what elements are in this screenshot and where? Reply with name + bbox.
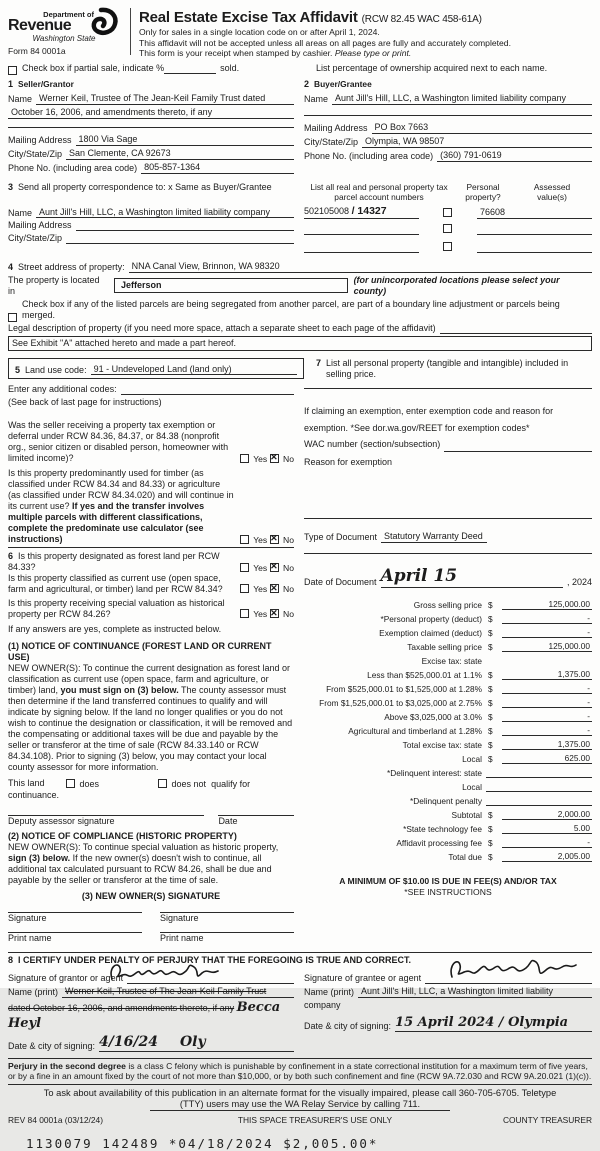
buyer-csz-value: Olympia, WA 98507 — [365, 135, 445, 146]
excise-row-label: *Delinquent penalty — [410, 796, 482, 807]
excise-row-label: Gross selling price — [413, 600, 482, 611]
excise-row-amount: - — [502, 711, 592, 722]
dollar-sign: $ — [488, 642, 493, 653]
buyer-section-number: 2 — [304, 78, 310, 89]
excise-row-blank-field[interactable] — [486, 791, 592, 792]
question-3-answer: Yes ✕ No — [240, 562, 294, 573]
seller-heading: Seller/Grantor — [18, 78, 74, 89]
parcel-number-field-2[interactable] — [304, 234, 419, 235]
grantor-name-line2 — [8, 1000, 294, 1032]
parcel-table — [304, 182, 592, 253]
excise-row-15 — [304, 806, 592, 820]
left-column — [8, 384, 304, 944]
treasurer-stamp: 1130079 142489 *04/18/2024 $2,005.00* — [26, 1135, 379, 1151]
dor-logo-block — [8, 6, 120, 59]
seller-section — [8, 79, 304, 176]
dollar-sign: $ — [488, 754, 493, 765]
excise-row-amount: 5.00 — [502, 823, 592, 834]
instruction-line-3-pre: This form is your receipt when stamped by cashier. — [139, 48, 335, 59]
personal-property-col-header: Personal property? — [465, 181, 501, 202]
exemption-line-1: If claiming an exemption, enter exemption code and reason for — [304, 406, 554, 417]
excise-row-label: *State technology fee — [403, 824, 482, 835]
excise-row-label: Exemption claimed (deduct) — [379, 628, 482, 639]
section7-block — [304, 358, 592, 380]
dollar-sign: $ — [488, 600, 493, 611]
excise-row-2 — [304, 624, 592, 638]
assessed-col-header: Assessed value(s) — [533, 181, 571, 202]
accessibility-note — [8, 1088, 592, 1112]
parcel-number-field-3[interactable] — [304, 252, 419, 253]
dollar-sign: $ — [488, 838, 493, 849]
section7-number: 7 — [316, 357, 322, 368]
excise-row-17 — [304, 834, 592, 848]
excise-row-label: From $1,525,000.01 to $3,025,000 at 2.75% — [319, 698, 482, 709]
if-any-note: If any answers are yes, complete as instructed below. — [8, 623, 222, 634]
buyer-section — [304, 79, 592, 176]
excise-row-6 — [304, 680, 592, 694]
seller-csz-label: City/State/Zip — [8, 148, 63, 159]
wac-number-label: WAC number (section/subsection) — [304, 438, 441, 449]
question-3 — [8, 551, 294, 573]
located-in-label: The property is located in — [8, 274, 100, 296]
excise-table — [304, 596, 592, 862]
seller-mailing-label: Mailing Address — [8, 134, 72, 145]
compliance-body: NEW OWNER(S): To continue special valuation as historic property, sign (3) below. If the new owner(s) doesn't wish to continue, all additional tax calculated pursuant to RCW 84.26, shall be due and payable by the seller or transferor at the time of sale. — [8, 842, 279, 886]
assessed-value-field-3[interactable] — [477, 252, 592, 253]
personal-property-checkbox-1[interactable] — [443, 208, 452, 217]
q2-yes-checkbox[interactable] — [240, 535, 249, 544]
partial-sale-checkbox[interactable] — [8, 66, 17, 75]
assessed-value-field-1[interactable] — [477, 207, 592, 219]
dollar-sign: $ — [488, 824, 493, 835]
accessibility-line-2: (TTY) users may use the WA Relay Service by calling 711. — [150, 1099, 450, 1111]
excise-row-label: Less than $525,000.01 at 1.1% — [367, 670, 482, 681]
partial-sale-left — [8, 63, 304, 74]
assessed-value-1: 76608 — [480, 206, 506, 217]
partial-sale-percent-field[interactable] — [164, 73, 216, 74]
question-4-text: Is this property classified as current use (open space, farm and agricultural, or timber) land per RCW 84.34? — [8, 573, 223, 594]
grantee-name-label: Name (print) — [304, 987, 355, 998]
buyer-csz-field[interactable] — [362, 136, 592, 148]
grantor-name-struck-1: Werner Keil, Trustee of The Jean-Keil Family Trust — [65, 986, 267, 997]
excise-row-amount: - — [502, 697, 592, 708]
grantee-signing-block — [304, 966, 592, 1054]
logo-revenue: Revenue — [8, 17, 72, 35]
accessibility-line-1: To ask about availability of this publication in an alternate format for the visually impaired, please call 360-705-6705. Teletype — [43, 1087, 557, 1098]
section3-number: 3 — [8, 181, 14, 192]
section5-number: 5 — [15, 364, 21, 375]
q5-yes-checkbox[interactable] — [240, 609, 249, 618]
instruction-line-3 — [139, 48, 511, 58]
header-divider — [130, 8, 131, 55]
right-column — [304, 384, 592, 944]
excise-row-amount: 125,000.00 — [502, 599, 592, 610]
q1-yes-checkbox[interactable] — [240, 454, 249, 463]
correspondence-section — [8, 182, 304, 253]
wac-number-field[interactable] — [444, 451, 592, 452]
document-type-label: Type of Document — [304, 532, 378, 543]
seller-mailing-field[interactable] — [76, 134, 294, 146]
seller-name-value-1: Werner Keil, Trustee of The Jean-Keil Family Trust dated — [39, 92, 266, 103]
grantor-date-hand: 4/16/24 — [99, 1033, 158, 1050]
excise-row-5 — [304, 666, 592, 680]
footer-row — [8, 1115, 592, 1125]
q4-yes-checkbox[interactable] — [240, 584, 249, 593]
excise-row-amount: 2,000.00 — [502, 809, 592, 820]
minimum-note: A MINIMUM OF $10.00 IS DUE IN FEE(S) AND/OR TAX — [339, 876, 557, 887]
question-5 — [8, 598, 294, 620]
excise-row-4 — [304, 652, 592, 666]
question-1-text: Was the seller receiving a property tax exemption or deferral under RCW 84.36, 84.37, or 84.38 (nonprofit org., senior citizen or disabled person, homeowner with limited income)? — [8, 420, 229, 464]
correspondence-label: Send all property correspondence to: x Same as Buyer/Grantee — [18, 181, 272, 192]
correspondence-parcel-row — [8, 182, 592, 253]
grantor-name-field[interactable] — [62, 986, 294, 998]
parcel-row-3 — [304, 241, 592, 253]
main-columns — [8, 384, 592, 944]
excise-row-amount: - — [502, 837, 592, 848]
seller-phone-value: 805-857-1364 — [144, 161, 201, 172]
q3-yes-checkbox[interactable] — [240, 563, 249, 572]
excise-row-amount: 1,375.00 — [502, 669, 592, 680]
excise-row-amount: - — [502, 627, 592, 638]
parcel-row-2 — [304, 223, 592, 235]
question-2-bold: If yes and the transfer involves multiple parcels with different classifications, complete the predominate use calculator (see instructions) — [8, 501, 205, 545]
perjury-notice — [8, 1058, 592, 1085]
buyer-name-field[interactable] — [332, 93, 592, 105]
excise-row-label: Agricultural and timberland at 1.28% — [348, 726, 482, 737]
buyer-mailing-label: Mailing Address — [304, 122, 368, 133]
perjury-bold: Perjury in the second degree — [8, 1060, 126, 1071]
instruction-line-3-italic: Please type or print. — [334, 48, 412, 59]
dollar-sign: $ — [488, 614, 493, 625]
parcel-col-header: List all real and personal property tax parcel account numbers — [310, 181, 448, 202]
partial-sale-label: Check box if partial sale, indicate % — [22, 62, 165, 73]
form-title — [139, 9, 511, 27]
excise-row-blank-field[interactable] — [486, 777, 592, 778]
grantee-name-value-1: Aunt Jill's Hill, LLC, a Washington limited liability — [361, 986, 553, 997]
dollar-sign: $ — [488, 740, 493, 751]
street-address-value: NNA Canal View, Brinnon, WA 98320 — [131, 260, 280, 271]
buyer-heading: Buyer/Grantee — [314, 78, 372, 89]
grantor-city-hand: Oly — [179, 1033, 206, 1050]
new-owner-print-label-1: Print name — [8, 933, 52, 944]
excise-row-label: Taxable selling price — [407, 642, 482, 653]
excise-row-13 — [304, 778, 592, 792]
excise-row-label: Local — [462, 754, 482, 765]
q5-no-checkbox[interactable] — [270, 609, 279, 618]
dollar-sign: $ — [488, 698, 493, 709]
document-date-field[interactable] — [381, 566, 563, 588]
parcel-row-1 — [304, 205, 592, 219]
does-label: does — [79, 779, 100, 790]
excise-row-blank-field[interactable] — [486, 805, 592, 806]
partial-sale-row — [8, 63, 592, 74]
question-2-answer: Yes ✕ No — [240, 534, 294, 545]
deputy-assessor-label: Deputy assessor signature — [8, 816, 115, 827]
land-use-label: Land use code: — [25, 364, 87, 375]
grantee-name-field[interactable] — [358, 986, 592, 998]
excise-row-label: *Personal property (deduct) — [380, 614, 482, 625]
buyer-phone-label: Phone No. (including area code) — [304, 150, 434, 161]
ownership-note: List percentage of ownership acquired next to each name. — [316, 62, 548, 73]
correspondence-csz-field[interactable] — [66, 243, 294, 244]
additional-codes-field[interactable] — [121, 394, 294, 395]
excise-row-label: Above $3,025,000 at 3.0% — [384, 712, 482, 723]
dollar-sign: $ — [488, 712, 493, 723]
document-type-field[interactable] — [381, 531, 486, 543]
excise-row-label: Affidavit processing fee — [396, 838, 482, 849]
question-4-answer: Yes ✕ No — [240, 583, 294, 594]
grantee-date-field[interactable] — [395, 1015, 592, 1032]
question-3-text: Is this property designated as forest land per RCW 84.33? — [8, 551, 220, 573]
county-note: (for unincorporated locations please select your county) — [353, 274, 560, 296]
seller-name-label: Name — [8, 93, 33, 104]
section4-number: 4 — [8, 261, 14, 272]
dollar-sign: $ — [488, 852, 493, 863]
question-5-text: Is this property receiving special valuation as historical property per RCW 84.26? — [8, 597, 225, 619]
grantor-signature-field[interactable] — [127, 983, 294, 984]
excise-row-label: Total due — [448, 852, 482, 863]
grantor-signature-label: Signature of grantor or agent — [8, 973, 124, 984]
question-2-text: Is this property predominantly used for timber (as classified under RCW 84.34 and 84.33) or agriculture (as classified under RCW 84.34.020) and will continue in its current use? — [8, 468, 234, 512]
excise-row-amount: - — [502, 613, 592, 624]
grantee-date-hand: 15 April 2024 / Olympia — [395, 1015, 569, 1031]
excise-row-amount: - — [502, 725, 592, 736]
assessed-value-field-2[interactable] — [477, 234, 592, 235]
grantee-name-value-2: company — [304, 1000, 341, 1011]
grantor-date-label: Date & city of signing: — [8, 1040, 96, 1051]
personal-property-checkbox-3[interactable] — [443, 242, 452, 251]
land-use-box — [8, 358, 304, 380]
question-1-answer: Yes ✕ No — [240, 453, 294, 464]
certification-section — [8, 952, 592, 1054]
grantee-signature-label: Signature of grantee or agent — [304, 973, 422, 984]
partial-sale-sold: sold. — [220, 62, 240, 73]
seller-name-value-2: October 16, 2006, and amendments thereto, if any — [11, 106, 213, 117]
footer-rev-number: REV 84 0001a (03/12/24) — [8, 1115, 103, 1126]
correspondence-name-field[interactable] — [36, 207, 294, 219]
seller-phone-field[interactable] — [141, 162, 294, 174]
additional-codes-label: Enter any additional codes: — [8, 384, 117, 395]
exemption-reason-field[interactable] — [304, 518, 592, 519]
exemption-line-2: exemption. *See dor.wa.gov/REET for exemption codes* — [304, 422, 530, 433]
street-address-label: Street address of property: — [18, 261, 125, 272]
perjury-rest: is a class C felony which is punishable by confinement in a state correctional institution for a maximum term of five years, or by a fine in an amount fixed by the court of not more than $10,000, or by both such confinement and fine (RCW 9A.72.030 and RCW 9A.20.021 (1)(c)). — [8, 1060, 592, 1082]
excise-row-label: Local — [462, 782, 482, 793]
buyer-csz-label: City/State/Zip — [304, 136, 359, 147]
legal-description-value: See Exhibit "A" attached hereto and made a part hereof. — [12, 337, 237, 348]
document-date-label: Date of Document — [304, 577, 377, 588]
buyer-mailing-value: PO Box 7663 — [374, 121, 429, 132]
buyer-phone-value: (360) 791-0619 — [440, 149, 502, 160]
buyer-name-value: Aunt Jill's Hill, LLC, a Washington limited liability company — [335, 92, 566, 103]
correspondence-name-value: Aunt Jill's Hill, LLC, a Washington limited liability company — [39, 206, 270, 217]
qualify-label: qualify for — [211, 779, 251, 790]
correspondence-name-label: Name — [8, 207, 33, 218]
parcel-number-field-1[interactable] — [304, 205, 419, 219]
document-date-year: , 2024 — [566, 577, 592, 588]
excise-row-11 — [304, 750, 592, 764]
section8-number: 8 — [8, 955, 14, 966]
excise-row-14 — [304, 792, 592, 806]
question-1 — [8, 420, 294, 464]
county-value: Jefferson — [120, 280, 162, 291]
form-header — [8, 6, 592, 59]
continuance-date-label: Date — [218, 816, 238, 827]
document-date-hand: April 15 — [380, 566, 458, 587]
seller-name-field-2[interactable] — [8, 107, 294, 119]
document-type-value: Statutory Warranty Deed — [384, 531, 483, 542]
personal-property-checkbox-2[interactable] — [443, 224, 452, 233]
logo-wa-state: Washington State — [32, 33, 96, 43]
excise-row-label: From $525,000.01 to $1,525,000 at 1.28% — [326, 684, 482, 695]
personal-property-text: List all personal property (tangible and intangible) included in selling price. — [326, 357, 569, 379]
excise-row-amount: 1,375.00 — [502, 739, 592, 750]
seller-mailing-value: 1800 Via Sage — [78, 133, 138, 144]
exemption-block — [304, 403, 592, 470]
q1-no-checkbox[interactable] — [270, 454, 279, 463]
legal-label-trailing-line — [440, 333, 592, 334]
excise-row-1 — [304, 610, 592, 624]
dollar-sign: $ — [488, 810, 493, 821]
buyer-name-field-2[interactable] — [304, 115, 592, 116]
instruction-line-1: Only for sales in a single location code on or after April 1, 2024. — [139, 27, 380, 38]
footer-treasurer-use: THIS SPACE TREASURER'S USE ONLY — [237, 1115, 393, 1126]
segregated-label: Check box if any of the listed parcels are being segregated from another parcel, are part of a boundary line adjustment or parcels being merged. — [22, 298, 560, 320]
dollar-sign: $ — [488, 670, 493, 681]
does-not-label: does not — [171, 779, 207, 790]
exemption-reason-label: Reason for exemption — [304, 457, 393, 468]
excise-row-label: *Delinquent interest: state — [386, 768, 482, 779]
excise-row-8 — [304, 708, 592, 722]
parcel-number-hand: / 14327 — [351, 205, 387, 218]
continuance-qualify-row — [8, 778, 294, 790]
seller-name-field[interactable] — [36, 93, 294, 105]
correspondence-mailing-label: Mailing Address — [8, 220, 72, 231]
continuance-body: NEW OWNER(S): To continue the current designation as forest land or classification as current use (open space, farm and agriculture, or timber) land, you must sign on (3) below. The county assessor must then determine if the land transferred continues to qualify and will indicate by signing below. If the land no longer qualifies or you do not wish to continue the designation or classification, it will be removed and the compensating or additional taxes will be due and payable by the seller or transferor at the time of sale (RCW 84.33.140 or RCW 84.34.108). Prior to signing (3) below, you may contact your local county assessor for more information. — [8, 662, 293, 772]
continuance-heading: (1) NOTICE OF CONTINUANCE (FOREST LAND OR CURRENT USE) — [8, 640, 272, 662]
certify-statement: I CERTIFY UNDER PENALTY OF PERJURY THAT THE FOREGOING IS TRUE AND CORRECT. — [18, 955, 412, 966]
excise-row-3 — [304, 638, 592, 652]
continuance-word: continuance. — [8, 790, 60, 801]
excise-row-amount: 125,000.00 — [502, 641, 592, 652]
q2-no-checkbox[interactable] — [270, 535, 279, 544]
form-number: Form 84 0001a — [8, 46, 66, 57]
form-title-rcw: (RCW 82.45 WAC 458-61A) — [361, 14, 482, 25]
legal-description-label: Legal description of property (if you need more space, attach a separate sheet to each page of the affidavit) — [8, 322, 436, 333]
question-4 — [8, 573, 294, 595]
seller-csz-field[interactable] — [66, 148, 294, 160]
grantor-signing-block — [8, 966, 304, 1054]
form-title-text: Real Estate Excise Tax Affidavit — [139, 9, 358, 26]
parcel-number-typed: 502105008 — [304, 206, 350, 217]
q4-no-checkbox[interactable] — [270, 584, 279, 593]
land-use-value: 91 - Undeveloped Land (land only) — [93, 363, 232, 374]
grantor-name-hand: Becca Heyl — [8, 1000, 281, 1031]
excise-row-18 — [304, 848, 592, 862]
legal-description-field[interactable] — [8, 336, 592, 351]
excise-row-amount: 625.00 — [502, 753, 592, 764]
question-5-answer: Yes ✕ No — [240, 608, 294, 619]
excise-row-0 — [304, 596, 592, 610]
county-field[interactable] — [114, 278, 348, 293]
new-owner-print-label-2: Print name — [160, 933, 204, 944]
section6-number: 6 — [8, 551, 14, 562]
segregated-checkbox[interactable] — [8, 313, 17, 322]
excise-row-9 — [304, 722, 592, 736]
does-checkbox[interactable] — [66, 779, 75, 788]
dollar-sign: $ — [488, 628, 493, 639]
title-block — [139, 6, 511, 59]
correspondence-mailing-field[interactable] — [76, 230, 294, 231]
excise-row-amount: - — [502, 683, 592, 694]
see-instructions-note: *SEE INSTRUCTIONS — [404, 886, 492, 897]
new-owner-signature-label-1: Signature — [8, 913, 47, 924]
logo-dept-of: Department of — [43, 10, 94, 19]
compliance-heading: (2) NOTICE OF COMPLIANCE (HISTORIC PROPERTY) — [8, 831, 237, 842]
document-divider — [304, 553, 592, 554]
land-use-field[interactable] — [91, 364, 297, 376]
seller-csz-value: San Clemente, CA 92673 — [69, 147, 171, 158]
property-section — [8, 261, 592, 351]
grantee-date-label: Date & city of signing: — [304, 1021, 392, 1032]
correspondence-csz-label: City/State/Zip — [8, 233, 63, 244]
grantor-name-struck-2: dated October 16, 2006, and amendments thereto, if any — [8, 1003, 235, 1014]
excise-row-label: Excise tax: state — [421, 656, 482, 667]
dollar-sign: $ — [488, 726, 493, 737]
footer-county-treasurer: COUNTY TREASURER — [502, 1115, 592, 1126]
this-land-label: This land — [8, 778, 45, 789]
grantor-name-label: Name (print) — [8, 987, 59, 998]
seller-name-field-3[interactable] — [8, 127, 294, 128]
seller-section-number: 1 — [8, 78, 14, 89]
excise-row-7 — [304, 694, 592, 708]
new-owner-signature-label-2: Signature — [160, 913, 199, 924]
revenue-swirl-icon — [84, 8, 118, 40]
buyer-phone-field[interactable] — [437, 150, 592, 162]
street-address-field[interactable] — [129, 261, 592, 273]
excise-row-label: Subtotal — [451, 810, 482, 821]
personal-property-list-field[interactable] — [304, 388, 592, 389]
buyer-mailing-field[interactable] — [372, 122, 592, 134]
seller-buyer-row — [8, 79, 592, 176]
dollar-sign: $ — [488, 684, 493, 695]
excise-row-label: Total excise tax: state — [402, 740, 482, 751]
excise-row-16 — [304, 820, 592, 834]
new-owner-signature-heading: (3) NEW OWNER(S) SIGNATURE — [81, 891, 221, 902]
q3-no-checkbox[interactable] — [270, 563, 279, 572]
seller-phone-label: Phone No. (including area code) — [8, 162, 138, 173]
excise-row-12 — [304, 764, 592, 778]
landuse-personal-row — [8, 358, 592, 380]
question-2 — [8, 468, 294, 548]
grantee-signature-field[interactable] — [425, 983, 592, 984]
excise-row-10 — [304, 736, 592, 750]
see-back-note: (See back of last page for instructions) — [8, 397, 162, 408]
buyer-name-label: Name — [304, 93, 329, 104]
instruction-line-2: This affidavit will not be accepted unless all areas on all pages are fully and accurately completed. — [139, 37, 511, 48]
does-not-checkbox[interactable] — [158, 779, 167, 788]
grantor-date-field[interactable] — [99, 1034, 294, 1052]
excise-row-amount: 2,005.00 — [502, 851, 592, 862]
